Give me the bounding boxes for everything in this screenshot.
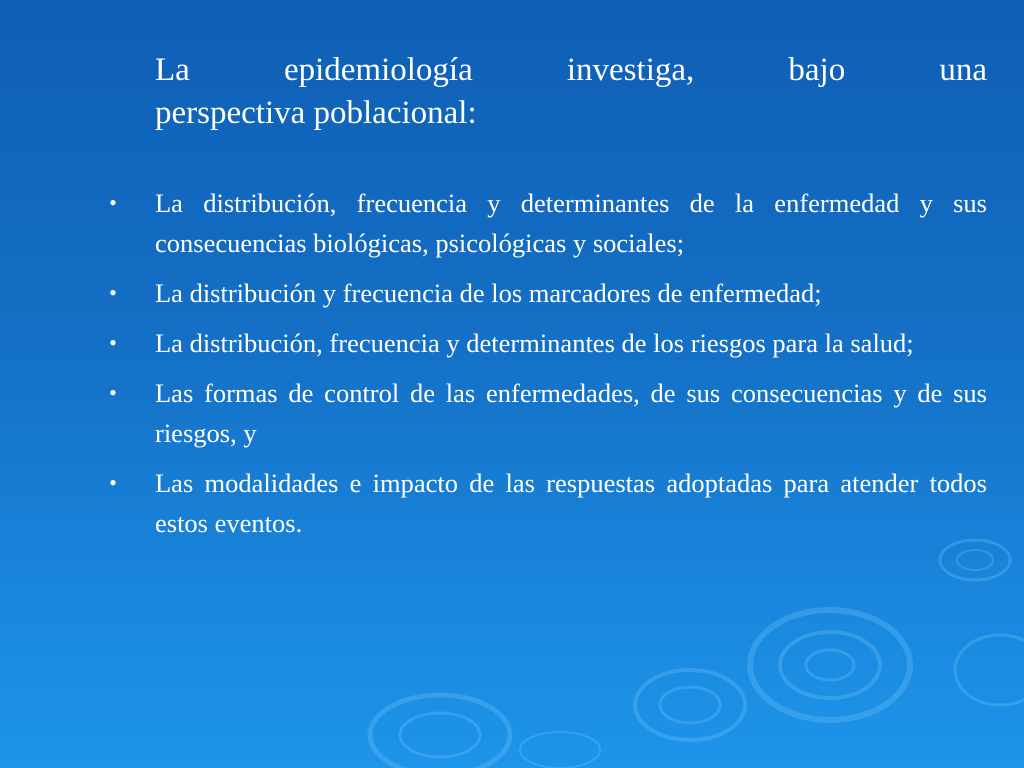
bullet-dot-icon: • (109, 470, 117, 495)
bullet-item (109, 373, 987, 453)
bullet-item (109, 323, 987, 363)
slide-content (109, 49, 987, 553)
bullet-text: La distribución, frecuencia y determinantes de los riesgos para la salud; (155, 328, 914, 358)
ripple-ring (780, 632, 880, 698)
ripple-ring (957, 550, 993, 570)
ripple-ring (660, 687, 720, 723)
ripple-ring (806, 650, 854, 680)
intro-line: La epidemiología investiga, bajo una (155, 52, 987, 88)
bullet-item (109, 273, 987, 313)
bullet-item (109, 463, 987, 543)
bullet-dot-icon: • (109, 330, 117, 355)
ripple-ring (370, 695, 510, 768)
bullet-dot-icon: • (109, 190, 117, 215)
bullet-dot-icon: • (109, 280, 117, 305)
intro-heading (155, 49, 987, 135)
bullet-dot-icon: • (109, 380, 117, 405)
bullet-text: Las modalidades e impacto de las respuestas adoptadas para atender todos estos eventos. (155, 468, 987, 538)
ripple-ring (400, 713, 480, 757)
bullet-list (109, 183, 987, 543)
ripple-ring (750, 610, 910, 720)
bullet-text: La distribución y frecuencia de los marcadores de enfermedad; (155, 278, 822, 308)
ripple-ring (635, 670, 745, 740)
bullet-text: La distribución, frecuencia y determinantes de la enfermedad y sus consecuencias biológicas, psicológicas y sociales; (155, 188, 987, 258)
bullet-text: Las formas de control de las enfermedades, de sus consecuencias y de sus riesgos, y (155, 378, 987, 448)
bullet-item (109, 183, 987, 263)
intro-line: perspectiva poblacional: (155, 95, 477, 131)
ripple-ring (520, 732, 600, 768)
ripple-ring (955, 635, 1024, 705)
